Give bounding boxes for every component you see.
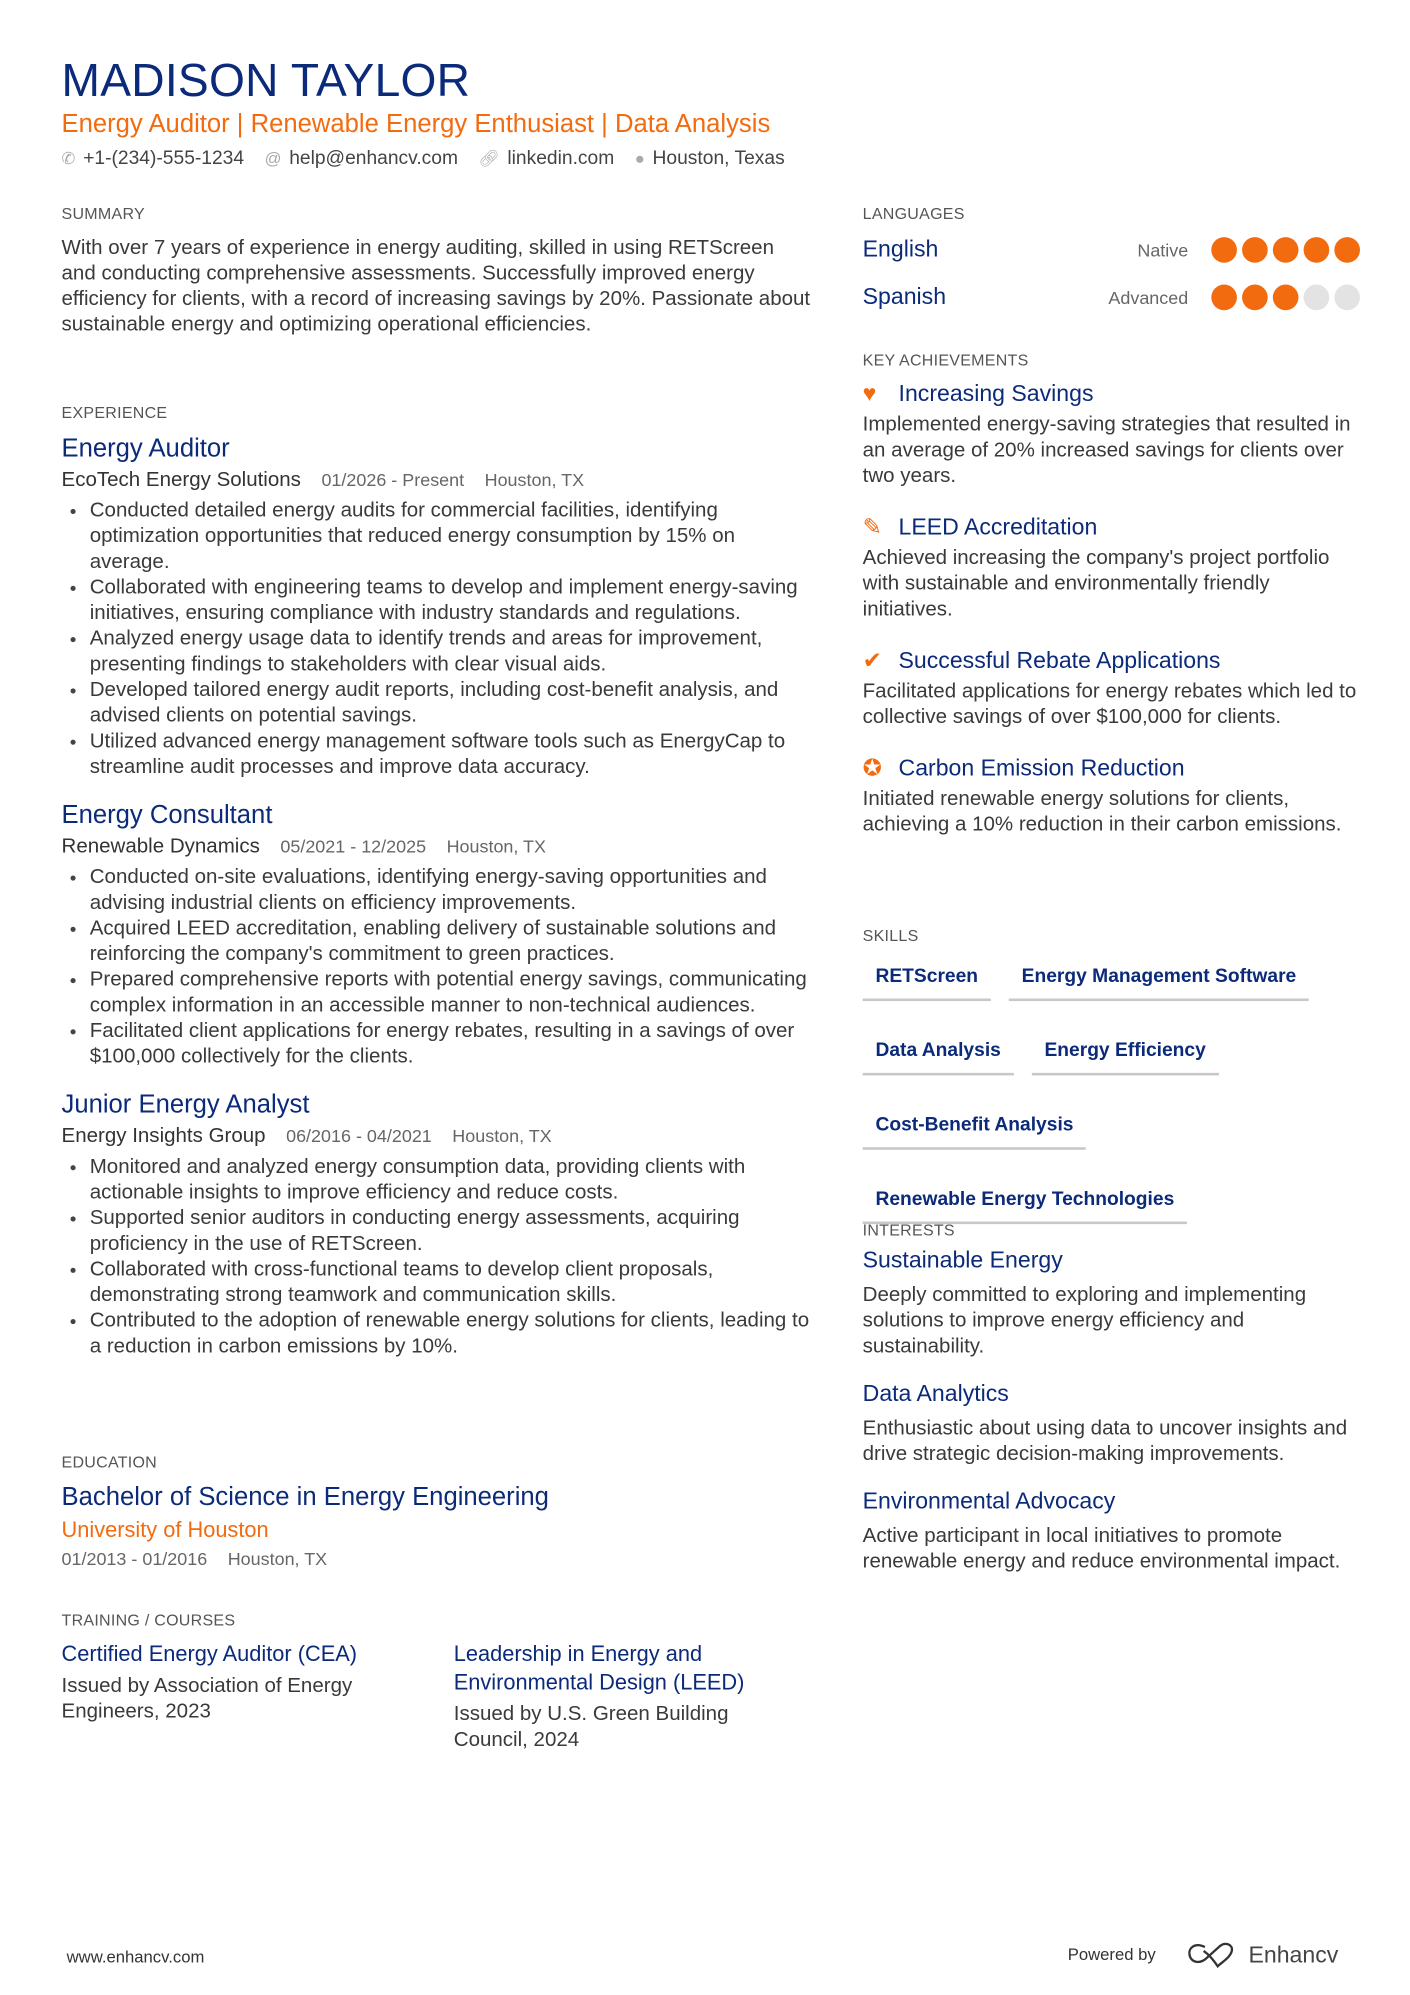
- rating-dot-filled: [1242, 236, 1268, 262]
- job-bullets: [62, 1155, 812, 1360]
- job-dates: 05/2021 - 12/2025: [280, 835, 427, 857]
- job-bullet: • Monitored and analyzed energy consumption data, providing clients with actionable insights to improve efficiency and reduce costs.: [90, 1155, 812, 1206]
- training-desc: Issued by Association of Energy Engineers, 2023: [61, 1675, 353, 1723]
- footer-website[interactable]: www.enhancv.com: [66, 1947, 205, 1967]
- rating-dot-filled: [1273, 284, 1299, 310]
- school: University of Houston: [61, 1517, 269, 1543]
- achievement-desc: Achieved increasing the company's project portfolio with sustainable and environmentally friendly initiatives.: [862, 547, 1330, 621]
- job-bullet: • Analyzed energy usage data to identify trends and areas for improvement, presenting findings to stakeholders with clear visual aids.: [90, 627, 812, 678]
- job-dates: 06/2016 - 04/2021: [286, 1125, 432, 1146]
- contact-location: [635, 147, 785, 169]
- skill-tag: Energy Efficiency: [1032, 1037, 1219, 1075]
- achievements-list: [863, 377, 1363, 859]
- email-text: help@enhancv.com: [289, 147, 459, 170]
- job-location: Houston, TX: [484, 469, 585, 490]
- job-dates: 01/2026 - Present: [321, 469, 465, 490]
- job-bullet: • Collaborated with engineering teams to develop and implement energy-saving initiatives, ensuring compliance with industry standards and regulations.: [90, 576, 812, 627]
- job-title: Junior Energy Analyst: [61, 1090, 310, 1120]
- job-entry: [62, 799, 812, 1071]
- language-item: [863, 273, 1360, 320]
- summary-heading: SUMMARY: [61, 205, 145, 224]
- interests-list: [863, 1247, 1363, 1596]
- phone-text: +1-(234)-555-1234: [83, 147, 245, 170]
- interests-heading: INTERESTS: [862, 1221, 955, 1240]
- interest-desc: Deeply committed to exploring and implementing solutions to improve energy efficiency and sustainability.: [862, 1284, 1307, 1358]
- skill-tag: RETScreen: [863, 963, 991, 1001]
- skills-heading: SKILLS: [862, 926, 919, 945]
- language-name: Spanish: [862, 283, 947, 309]
- job-title: Energy Consultant: [61, 801, 273, 830]
- job-title: Energy Auditor: [61, 434, 230, 463]
- summary-text: With over 7 years of experience in energy auditing, skilled in using RETScreen and conducting comprehensive assessments. Successfully improved energy efficiency for clients, with a record of increasing savings by 20%. Passionate about sustainable energy and optimizing operational efficiencies.: [61, 237, 811, 336]
- location-text: Houston, Texas: [652, 147, 785, 170]
- rating-dot-empty: [1304, 284, 1330, 310]
- contact-linkedin[interactable]: [479, 147, 615, 169]
- education-dates: 01/2013 - 01/2016: [61, 1548, 208, 1569]
- job-location: Houston, TX: [446, 835, 546, 857]
- job-bullet: • Conducted detailed energy audits for commercial facilities, identifying optimization opportunities that reduced energy consumption by 15% on average.: [90, 499, 812, 576]
- language-level: Native: [1137, 239, 1189, 260]
- brand-name: Enhancv: [1248, 1941, 1339, 1967]
- job-bullet: • Utilized advanced energy management software tools such as EnergyCap to streamline audit processes and improve data accuracy.: [90, 729, 812, 780]
- job-location: Houston, TX: [452, 1125, 552, 1146]
- checkmark-icon: ✔: [862, 646, 882, 673]
- achievement-title: Increasing Savings: [898, 380, 1094, 406]
- candidate-subtitle: Energy Auditor | Renewable Energy Enthusiast | Data Analysis: [61, 110, 771, 139]
- job-entry: [62, 432, 812, 781]
- rating-dot-filled: [1211, 284, 1237, 310]
- training-item: [62, 1641, 395, 1726]
- training-item: [454, 1641, 787, 1754]
- job-bullet: • Collaborated with cross-functional teams to develop client proposals, demonstrating strong teamwork and communication skills.: [90, 1257, 812, 1308]
- rating-dot-filled: [1334, 236, 1360, 262]
- contact-phone[interactable]: [62, 147, 245, 169]
- interest-desc: Enthusiastic about using data to uncover insights and drive strategic decision-making improvements.: [862, 1417, 1348, 1466]
- interest-title: Data Analytics: [862, 1380, 1009, 1407]
- candidate-name: MADISON TAYLOR: [61, 53, 471, 107]
- training-heading: TRAINING / COURSES: [61, 1611, 236, 1630]
- rating-dot-filled: [1304, 236, 1330, 262]
- at-icon: @: [264, 148, 282, 168]
- location-icon: ●: [634, 148, 645, 168]
- achievement-item: [863, 643, 1363, 730]
- rating-dot-empty: [1334, 284, 1360, 310]
- contact-email[interactable]: [265, 147, 458, 169]
- job-company-line: [62, 832, 812, 861]
- footer-powered-by: Powered by: [1067, 1944, 1156, 1964]
- skill-tag: Energy Management Software: [1009, 963, 1309, 1001]
- job-bullet: • Facilitated client applications for energy rebates, resulting in a savings of over $100,000 collectively for the clients.: [90, 1019, 812, 1070]
- phone-icon: ✆: [61, 148, 76, 168]
- job-bullets: [62, 499, 812, 781]
- job-company-line: [62, 1122, 812, 1151]
- enhancv-logo[interactable]: [1187, 1941, 1338, 1969]
- enhancv-logo-icon: [1187, 1941, 1238, 1969]
- rating-dot-filled: [1273, 236, 1299, 262]
- training-desc: Issued by U.S. Green Building Council, 2024: [453, 1703, 729, 1751]
- link-icon: 🔗︎: [478, 148, 500, 168]
- skill-tag: Cost-Benefit Analysis: [863, 1111, 1087, 1149]
- interest-item: [863, 1488, 1363, 1575]
- skill-tag: Data Analysis: [863, 1037, 1014, 1075]
- rating-dot-filled: [1211, 236, 1237, 262]
- award-icon: ✪: [862, 754, 882, 780]
- language-name: English: [862, 235, 939, 262]
- rating-dot-filled: [1242, 284, 1268, 310]
- training-title: Leadership in Energy and Environmental Design (LEED): [453, 1641, 745, 1695]
- training-title: Certified Energy Auditor (CEA): [61, 1641, 358, 1667]
- education-entry: [62, 1480, 812, 1570]
- achievement-desc: Facilitated applications for energy rebates which led to collective savings of over $100,000 for clients.: [862, 680, 1357, 729]
- job-bullet: • Acquired LEED accreditation, enabling delivery of sustainable solutions and reinforcing the company's commitment to green practices.: [90, 916, 812, 967]
- company-name: Renewable Dynamics: [61, 835, 260, 858]
- interest-title: Environmental Advocacy: [862, 1488, 1116, 1514]
- achievement-item: [863, 751, 1363, 838]
- experience-heading: EXPERIENCE: [61, 403, 168, 422]
- job-bullet: • Developed tailored energy audit reports, including cost-benefit analysis, and advised clients on potential savings.: [90, 678, 812, 729]
- job-entry: [62, 1088, 812, 1360]
- contact-bar: [62, 147, 785, 169]
- language-item: [863, 226, 1360, 273]
- achievement-title: Successful Rebate Applications: [898, 646, 1221, 673]
- heart-icon: ♥: [862, 380, 877, 406]
- language-level: Advanced: [1108, 286, 1189, 307]
- interest-item: [863, 1247, 1363, 1360]
- languages-list: [863, 226, 1360, 321]
- education-location: Houston, TX: [227, 1548, 328, 1569]
- skill-tag: Renewable Energy Technologies: [863, 1186, 1187, 1224]
- interest-title: Sustainable Energy: [862, 1247, 1063, 1273]
- achievement-desc: Implemented energy-saving strategies that resulted in an average of 20% increased savings for clients over two years.: [862, 414, 1351, 488]
- job-company-line: [62, 465, 812, 494]
- interest-desc: Active participant in local initiatives to promote renewable energy and reduce environmental impact.: [862, 1525, 1341, 1573]
- company-name: Energy Insights Group: [61, 1125, 266, 1148]
- job-bullet: • Prepared comprehensive reports with potential energy savings, communicating complex information in an accessible manner to non-technical audiences.: [90, 968, 812, 1019]
- degree: Bachelor of Science in Energy Engineering: [61, 1483, 549, 1512]
- interest-item: [863, 1380, 1363, 1467]
- job-bullet: • Supported senior auditors in conducting energy assessments, acquiring proficiency in the use of RETScreen.: [90, 1206, 812, 1257]
- languages-heading: LANGUAGES: [862, 205, 965, 224]
- skills-list: [863, 963, 1363, 1224]
- job-bullets: [62, 865, 812, 1070]
- achievement-title: LEED Accreditation: [898, 513, 1098, 539]
- education-heading: EDUCATION: [61, 1453, 158, 1472]
- achievement-title: Carbon Emission Reduction: [898, 754, 1185, 780]
- achievements-heading: KEY ACHIEVEMENTS: [862, 351, 1029, 370]
- job-bullet: • Contributed to the adoption of renewable energy solutions for clients, leading to a reduction in carbon emissions by 10%.: [90, 1309, 812, 1360]
- achievement-item: [863, 510, 1363, 623]
- job-bullet: • Conducted on-site evaluations, identifying energy-saving opportunities and advising industrial clients on efficiency improvements.: [90, 865, 812, 916]
- linkedin-text: linkedin.com: [507, 147, 615, 170]
- company-name: EcoTech Energy Solutions: [61, 469, 301, 491]
- experience-section: [62, 432, 812, 1360]
- achievement-desc: Initiated renewable energy solutions for clients, achieving a 10% reduction in their carbon emissions.: [862, 788, 1342, 836]
- achievement-item: [863, 377, 1363, 490]
- magic-wand-icon: ✎: [862, 513, 882, 539]
